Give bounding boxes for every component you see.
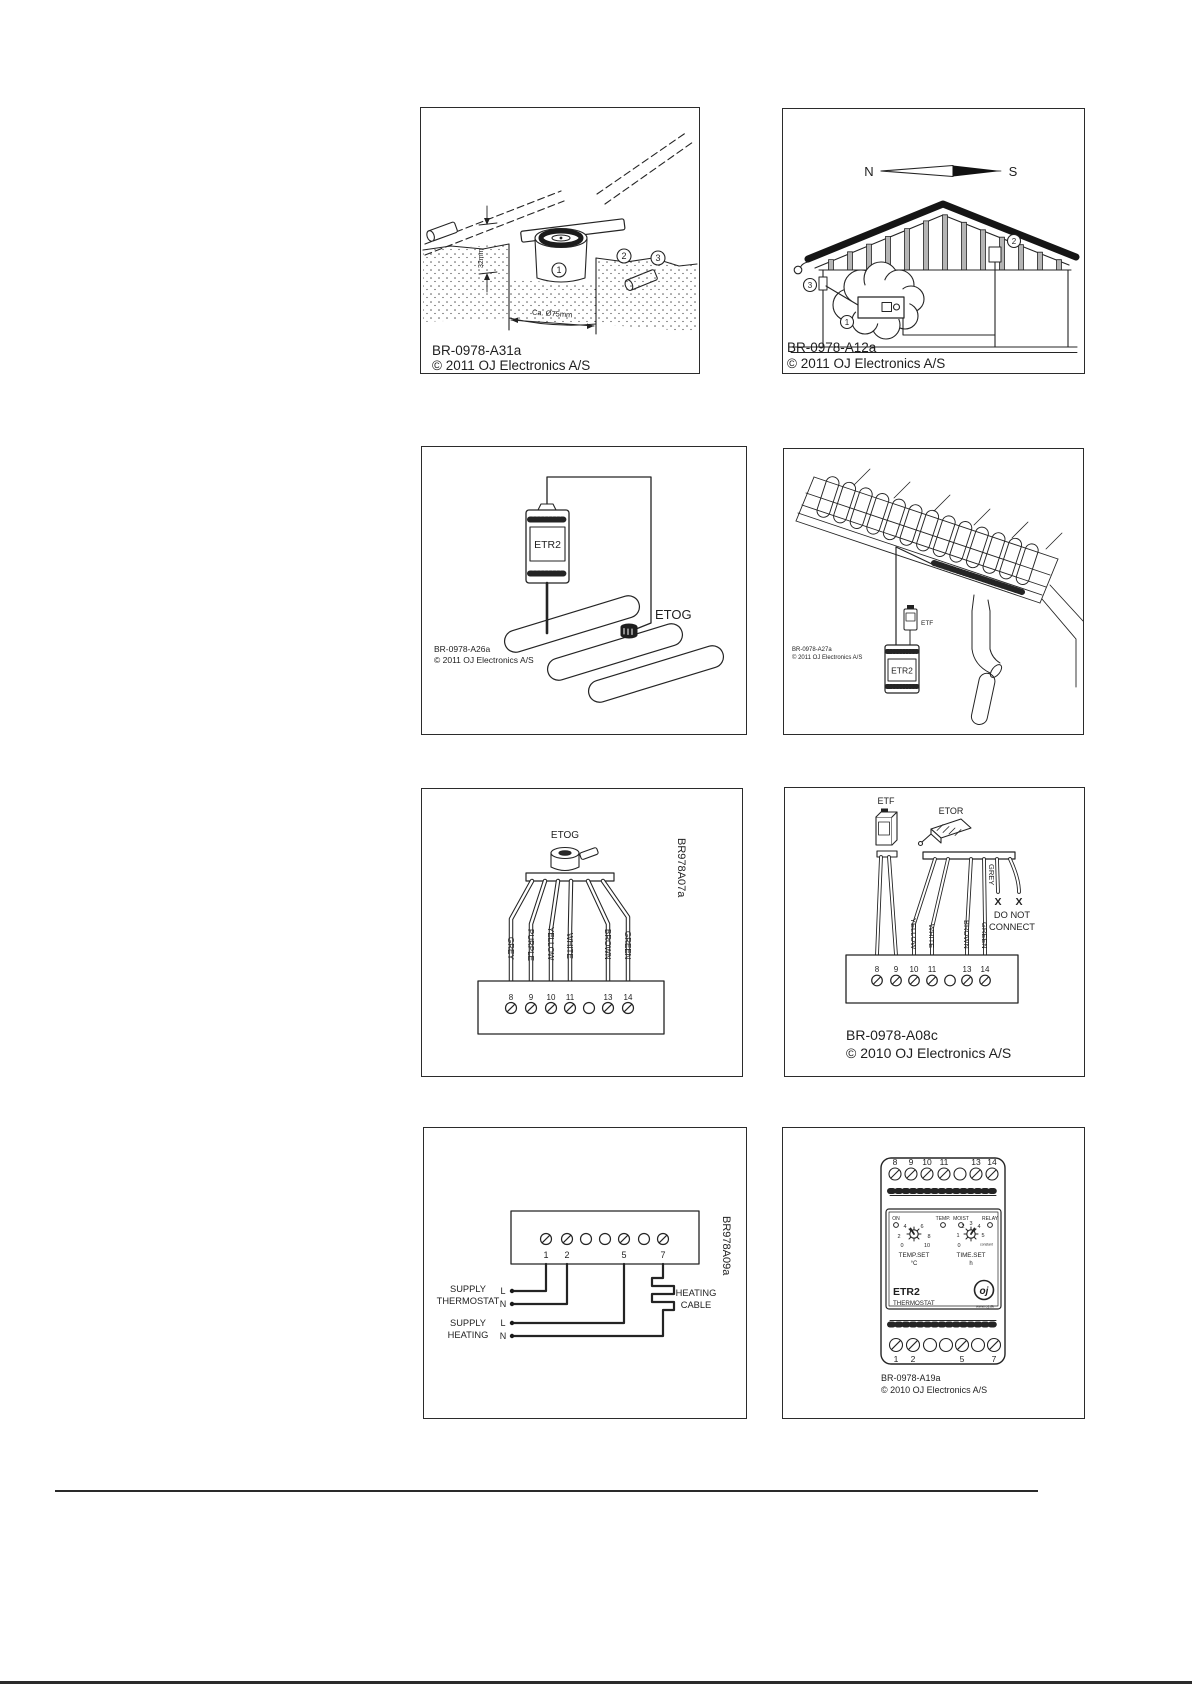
temp-unit-label: °C (910, 1261, 918, 1267)
width-dimension: Ca. Ø75mm (531, 307, 573, 320)
house-artwork (791, 166, 1077, 353)
top-terminal-9: 9 (908, 1157, 914, 1167)
callout-2: 2 (621, 251, 627, 261)
terminal-11: 11 (565, 993, 575, 1002)
wire-label-grey: GREY (987, 864, 996, 886)
page-bottom-border (0, 1681, 1192, 1684)
top-terminal-14: 14 (987, 1157, 997, 1167)
temp-scale-0: 0 (900, 1243, 904, 1249)
etog-sensor-icon (551, 847, 599, 870)
oj-logo-text: oj (979, 1286, 989, 1297)
heating-loop-3-icon (586, 643, 726, 705)
top-terminal-11: 11 (939, 1157, 949, 1167)
figure-ref: BR-0978-A27a (792, 647, 832, 653)
house-orientation-drawing (783, 109, 1084, 373)
wire-label-yellow: YELLOW (909, 918, 918, 950)
warning-line-1: DO NOT (993, 910, 1031, 920)
figure-copyright: © 2010 OJ Electronics A/S (846, 1045, 1012, 1061)
figure-ref: BR-0978-A31a (432, 343, 522, 358)
warning-line-2: CONNECT (989, 922, 1035, 932)
heating-loop-2-icon (545, 621, 685, 683)
etog-wiring-drawing (422, 789, 742, 1076)
figure-ground-sensor-install (420, 107, 700, 374)
callout-1: 1 (556, 265, 562, 275)
figure-copyright: © 2010 OJ Electronics A/S (881, 1385, 988, 1395)
terminal-8: 8 (508, 993, 514, 1002)
figure-etf-etor-wiring (784, 787, 1085, 1077)
supply-wires (512, 1264, 674, 1336)
terminal-13: 13 (603, 993, 613, 1002)
product-label: ETR2 (893, 1286, 920, 1298)
terminal-9: 9 (893, 965, 899, 974)
figure-etr2-front-panel (782, 1127, 1085, 1419)
downpipe-shoe-icon (970, 672, 996, 726)
downpipe-icon (972, 611, 990, 649)
time-scale-1: 1 (956, 1233, 960, 1239)
figure-etog-wiring (421, 788, 743, 1077)
thermostat-unit-icon (858, 297, 904, 318)
callout-2: 2 (1011, 237, 1017, 246)
temp-scale-4: 4 (903, 1224, 907, 1230)
wire-dots (510, 1289, 514, 1338)
wire-label-grey: GREY (506, 937, 515, 960)
bottom-terminal-5: 5 (959, 1354, 965, 1364)
supply-thermostat-line-2: THERMOSTAT (436, 1296, 500, 1306)
time-scale-0: 0 (957, 1243, 961, 1249)
terminal-9: 9 (528, 993, 534, 1002)
wire-label-yellow: YELLOW (546, 927, 555, 961)
terminal-8: 8 (874, 965, 880, 974)
sensor-1-label: ETF (877, 796, 895, 806)
sensor-label: ETOG (550, 830, 580, 841)
heating-loop-1-icon (502, 593, 642, 655)
depth-dimension: 32mm (478, 248, 485, 268)
callout-1: 1 (844, 318, 850, 327)
terminal-14: 14 (980, 965, 990, 974)
etf-sensor-icon (876, 809, 897, 858)
compass-south-label: S (1008, 164, 1018, 179)
heating-cable-line-1: HEATING (675, 1288, 717, 1298)
supply-heating-line-2: HEATING (447, 1330, 489, 1340)
cable-conduit-left-icon (425, 222, 457, 243)
terminal-10: 10 (909, 965, 919, 974)
temp-scale-6: 6 (920, 1224, 924, 1230)
heating-cable-line-2: CABLE (680, 1300, 712, 1310)
figure-copyright: © 2011 OJ Electronics A/S (434, 655, 534, 665)
line-label-heating: L (500, 1318, 506, 1328)
wall-fitting-icon (989, 247, 1001, 262)
compass-north-label: N (864, 164, 874, 179)
time-set-dial-icon (964, 1227, 978, 1241)
time-scale-3: 3 (969, 1221, 973, 1227)
time-unit-label: h (969, 1261, 973, 1267)
gutter-cable-icon (934, 563, 1022, 592)
figure-ref: BR-0978-A12a (787, 340, 877, 355)
time-scale-5: 5 (981, 1233, 985, 1239)
figure-copyright: © 2011 OJ Electronics A/S (792, 655, 863, 661)
led-relay-label: RELAY (981, 1216, 999, 1222)
figure-ref: BR978A09a (720, 1216, 732, 1276)
etog-sensor-icon (621, 624, 638, 639)
figure-house-orientation (782, 108, 1085, 374)
wire-label-green: GREEN (980, 922, 989, 949)
bottom-terminal-7: 7 (991, 1354, 997, 1364)
etr2-front-panel-drawing (783, 1128, 1084, 1418)
terminal-7: 7 (660, 1250, 666, 1260)
terminal-2: 2 (564, 1250, 570, 1260)
supply-wiring-artwork (510, 1211, 699, 1338)
supply-thermostat-line-1: SUPPLY (450, 1284, 486, 1294)
line-label-thermostat: L (500, 1286, 506, 1296)
x-mark-1: X (994, 896, 1002, 908)
terminal-14: 14 (623, 993, 633, 1002)
sensor-label: ETOG (655, 607, 692, 622)
figure-etr2-etog-system (421, 446, 747, 735)
terminal-11: 11 (927, 965, 937, 974)
led-moist-label: MOIST (953, 1216, 969, 1222)
terminal-10: 10 (546, 993, 556, 1002)
figure-ref: BR978A07a (675, 838, 687, 898)
wire-label-white: WHITE (927, 924, 936, 949)
ground-sensor-artwork (423, 132, 697, 334)
led-on-label: ON (892, 1216, 900, 1222)
wire-label-white: WHITE (565, 933, 574, 959)
x-mark-2: X (1015, 896, 1023, 908)
led-temp-label: TEMP. (935, 1216, 951, 1222)
figure-supply-wiring (423, 1127, 747, 1419)
callout-3: 3 (655, 253, 661, 263)
etf-sensor-icon (904, 605, 917, 645)
bottom-terminal-1: 1 (893, 1354, 899, 1364)
figure-ref: BR-0978-A08c (846, 1027, 938, 1043)
figure-copyright: © 2011 OJ Electronics A/S (787, 356, 946, 371)
figure-ref: BR-0978-A26a (434, 644, 491, 654)
roof-artwork (796, 469, 1083, 726)
sensor-label: ETF (921, 620, 934, 627)
top-terminal-10: 10 (922, 1157, 932, 1167)
bottom-terminal-2: 2 (910, 1354, 916, 1364)
time-scale-2: 2 (961, 1224, 965, 1230)
terminal-13: 13 (962, 965, 972, 974)
figure-roof-gutter-system (783, 448, 1084, 735)
terminal-1: 1 (543, 1250, 549, 1260)
product-type-label: THERMOSTAT (893, 1300, 935, 1307)
roof-gutter-drawing (784, 449, 1083, 734)
etr2-etog-drawing (422, 447, 746, 734)
wire-label-brown: BROWN (962, 920, 971, 949)
etr2-panel-artwork (881, 1158, 1005, 1364)
top-terminal-13: 13 (971, 1157, 981, 1167)
thermostat-label: ETR2 (534, 539, 561, 551)
figure-copyright: © 2011 OJ Electronics A/S (432, 358, 591, 373)
etf-etor-wiring-drawing (785, 788, 1084, 1076)
figure-ref: BR-0978-A19a (881, 1373, 941, 1383)
neutral-label-heating: N (499, 1331, 507, 1341)
temp-set-dial-icon (907, 1227, 921, 1241)
thermostat-label: ETR2 (891, 665, 913, 676)
wire-label-brown: BROWN (603, 929, 612, 960)
temp-scale-2: 2 (897, 1234, 901, 1240)
website-label: www.oj.dk (975, 1303, 995, 1309)
etor-sensor-icon (919, 819, 972, 846)
neutral-label-thermostat: N (499, 1299, 507, 1309)
supply-wiring-drawing (424, 1128, 746, 1418)
wire-label-purple: PURPLE (526, 929, 535, 962)
top-terminal-8: 8 (892, 1157, 898, 1167)
temp-scale-10: 10 (923, 1243, 931, 1249)
temp-scale-8: 8 (927, 1234, 931, 1240)
time-scale-4: 4 (977, 1224, 981, 1230)
footer-rule (55, 1490, 1038, 1492)
wire-label-green: GREEN (623, 931, 632, 960)
sensor-2-label: ETOR (938, 806, 964, 816)
callout-3: 3 (807, 281, 813, 290)
time-set-label: TIME.SET (956, 1252, 986, 1259)
etr2-etog-artwork (502, 477, 726, 705)
temp-set-label: TEMP.SET (898, 1252, 930, 1259)
constant-label: constant (980, 1242, 993, 1247)
terminal-5: 5 (621, 1250, 627, 1260)
supply-heating-line-1: SUPPLY (450, 1318, 486, 1328)
ground-sensor-install-drawing (421, 108, 699, 373)
